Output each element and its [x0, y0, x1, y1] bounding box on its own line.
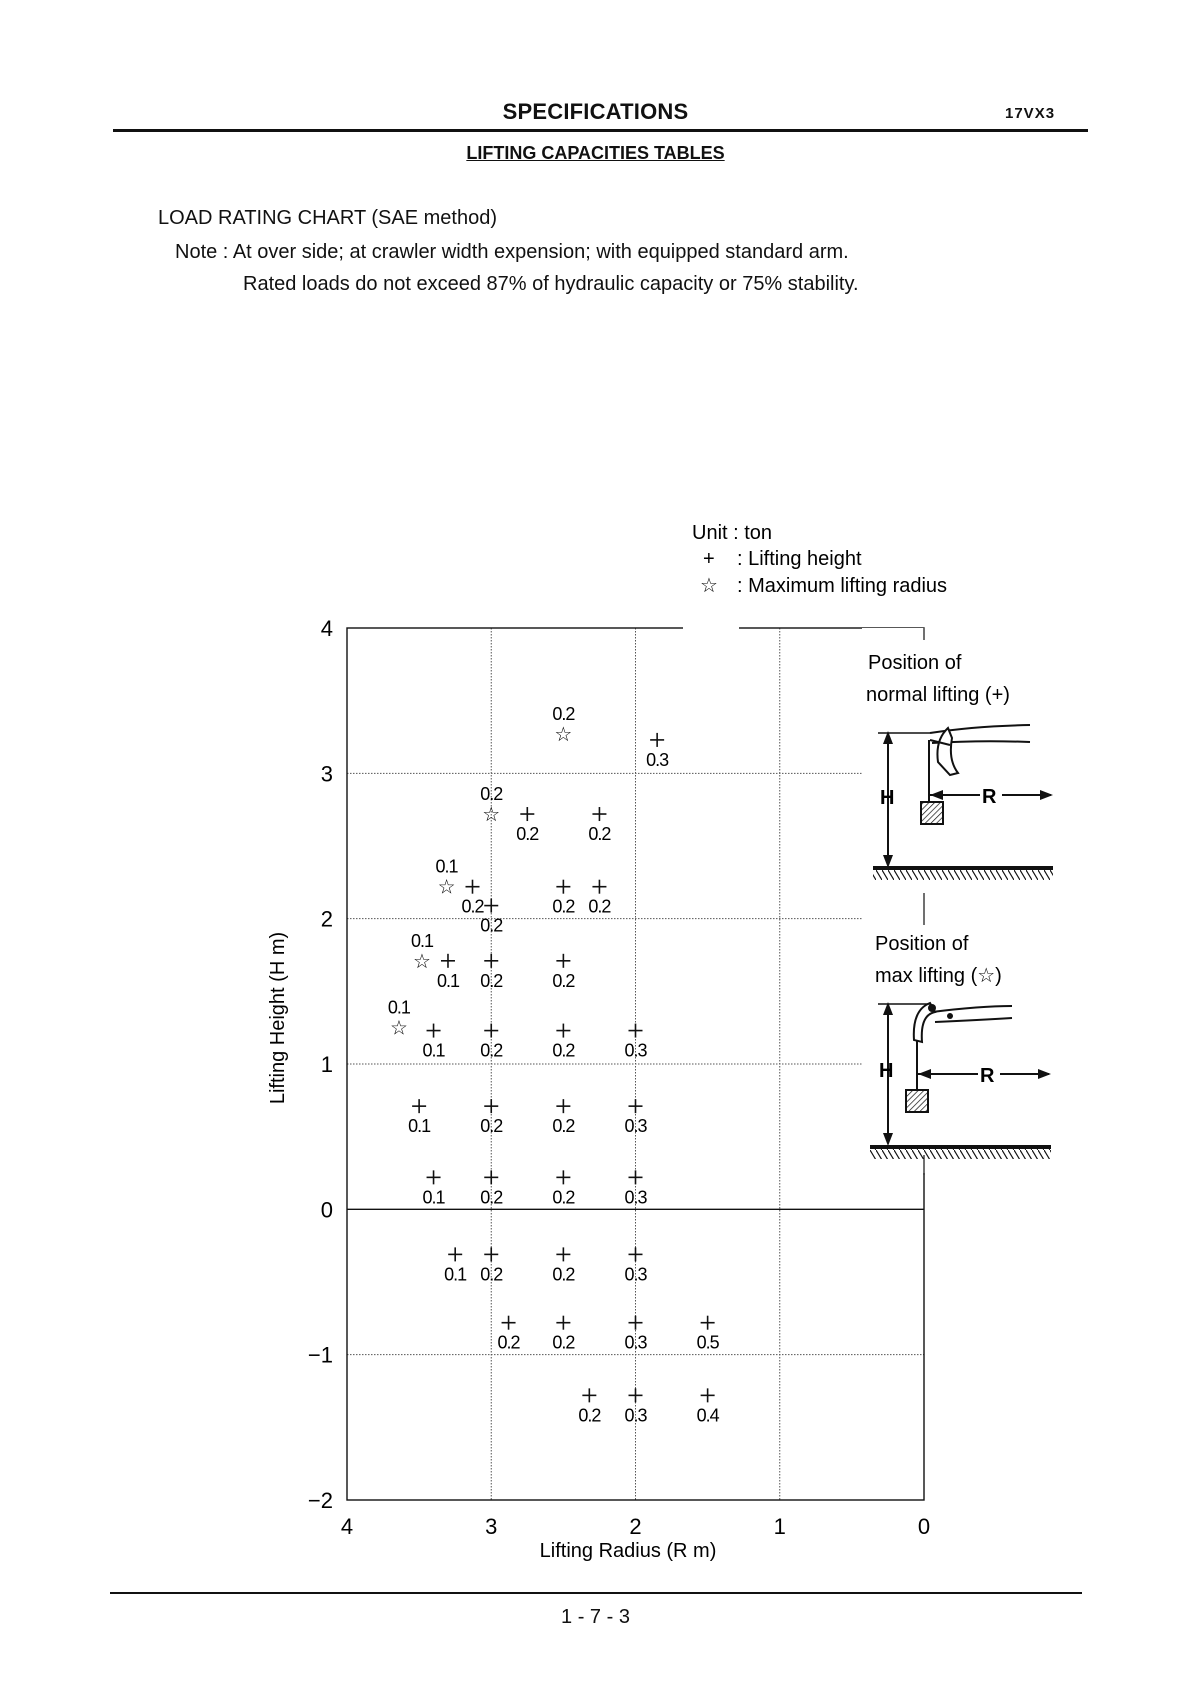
point-value-label: 0.2: [461, 896, 484, 917]
lifting-height-point: [552, 954, 575, 991]
point-value-label: 0.2: [480, 970, 503, 991]
page-header-title: SPECIFICATIONS: [502, 99, 689, 124]
model-code: 17VX3: [1005, 105, 1056, 122]
point-value-label: 0.2: [480, 784, 503, 805]
lifting-height-point: [461, 880, 484, 917]
point-value-label: 0.2: [552, 970, 575, 991]
point-value-label: 0.2: [588, 896, 611, 917]
lifting-height-point: [588, 807, 611, 844]
lifting-height-point: [480, 1170, 503, 1207]
lifting-height-point: [444, 1247, 467, 1284]
point-value-label: 0.1: [408, 1116, 431, 1137]
lifting-height-point: [578, 1388, 601, 1425]
point-value-label: 0.2: [516, 824, 539, 845]
diagram-normal-title-2: normal lifting (+): [866, 684, 1010, 706]
y-tick-label: 0: [320, 1197, 333, 1223]
legend-star-symbol: ☆: [700, 575, 718, 597]
point-value-label: 0.4: [696, 1405, 719, 1426]
point-value-label: 0.2: [578, 1405, 601, 1426]
y-tick-label: 3: [320, 761, 333, 787]
max-radius-point: [480, 784, 503, 826]
point-value-label: 0.1: [387, 997, 410, 1018]
legend-unit: Unit : ton: [692, 522, 773, 544]
max-radius-point: [388, 998, 411, 1040]
lifting-height-point: [646, 733, 669, 770]
diagram-max-r: R: [980, 1065, 995, 1087]
lifting-height-point: [498, 1316, 521, 1353]
lifting-height-point: [588, 880, 611, 917]
point-value-label: 0.1: [422, 1040, 445, 1061]
point-value-label: 0.1: [435, 856, 458, 877]
lifting-height-point: [480, 1099, 503, 1136]
lifting-height-point: [552, 1316, 575, 1353]
lifting-height-point: [624, 1099, 647, 1136]
point-value-label: 0.3: [646, 749, 669, 770]
lifting-height-point: [480, 954, 503, 991]
legend-plus-label: : Lifting height: [737, 548, 862, 570]
diagram-max-h: H: [879, 1060, 894, 1082]
note-line-1: Note : At over side; at crawler width expension; with equipped standard arm.: [175, 241, 849, 263]
star-marker: ☆: [554, 724, 573, 747]
diagram-normal-h: H: [880, 787, 895, 809]
lifting-height-point: [624, 1247, 647, 1284]
x-tick-label: 2: [629, 1514, 642, 1539]
lifting-height-point: [552, 1247, 575, 1284]
x-tick-label: 3: [485, 1514, 498, 1539]
point-value-label: 0.2: [480, 915, 503, 936]
lifting-height-point: [480, 1024, 503, 1061]
point-value-label: 0.2: [480, 1116, 503, 1137]
lifting-height-point: [516, 807, 539, 844]
lifting-height-point: [408, 1099, 431, 1136]
page-number: 1 - 7 - 3: [561, 1606, 630, 1628]
lifting-height-point: [697, 1316, 720, 1353]
note-line-2: Rated loads do not exceed 87% of hydraulic capacity or 75% stability.: [243, 273, 859, 295]
point-value-label: 0.1: [422, 1187, 445, 1208]
lifting-height-point: [437, 954, 460, 991]
x-tick-label: 4: [340, 1514, 354, 1539]
x-tick-label: 1: [773, 1514, 786, 1539]
lifting-height-point: [624, 1316, 647, 1353]
lifting-height-point: [423, 1024, 446, 1061]
diagram-max-title-1: Position of: [875, 933, 969, 955]
y-axis-label: Lifting Height (H m): [267, 931, 289, 1105]
lifting-height-point: [697, 1388, 720, 1425]
star-marker: ☆: [437, 876, 456, 899]
chart-legend: [692, 522, 947, 597]
y-tick-label: 1: [320, 1052, 333, 1077]
star-marker: ☆: [482, 804, 501, 827]
point-value-label: 0.2: [552, 1040, 575, 1061]
max-radius-point: [436, 857, 459, 899]
y-tick-label: 2: [320, 906, 333, 932]
legend-plus-symbol: +: [703, 548, 715, 570]
y-tick-label: −2: [307, 1488, 333, 1513]
frame-gap: [683, 622, 739, 632]
point-value-label: 0.2: [552, 896, 575, 917]
chart-name: LOAD RATING CHART (SAE method): [158, 207, 497, 229]
section-title: LIFTING CAPACITIES TABLES: [466, 143, 725, 163]
diagram-normal-title-1: Position of: [868, 652, 962, 674]
lifting-height-point: [624, 1388, 647, 1425]
lifting-height-point: [552, 1170, 575, 1207]
lifting-height-point: [624, 1170, 647, 1207]
diagram-normal-r: R: [982, 786, 997, 808]
point-value-label: 0.3: [624, 1332, 647, 1353]
star-marker: ☆: [413, 950, 431, 973]
x-axis-label: Lifting Radius (R m): [539, 1540, 717, 1562]
point-value-label: 0.2: [588, 824, 611, 845]
point-value-label: 0.2: [552, 1116, 575, 1137]
lifting-height-point: [552, 1099, 575, 1136]
diagram-max-title-2: max lifting (☆): [875, 965, 1002, 987]
lifting-height-point: [480, 899, 503, 936]
max-radius-point: [552, 704, 575, 746]
lifting-height-point: [552, 1024, 575, 1061]
point-value-label: 0.1: [436, 970, 459, 991]
point-value-label: 0.3: [624, 1187, 647, 1208]
point-value-label: 0.2: [552, 1332, 575, 1353]
diagram-panel: [862, 628, 1060, 1173]
y-tick-label: 4: [320, 616, 333, 641]
point-value-label: 0.3: [624, 1040, 647, 1061]
point-value-label: 0.1: [410, 930, 434, 951]
legend-star-label: : Maximum lifting radius: [737, 575, 948, 597]
point-value-label: 0.5: [696, 1332, 719, 1353]
lifting-height-point: [423, 1170, 446, 1207]
point-value-label: 0.3: [624, 1116, 647, 1137]
x-tick-label: 0: [917, 1514, 931, 1539]
point-value-label: 0.3: [624, 1405, 647, 1426]
star-marker: ☆: [389, 1017, 408, 1040]
point-value-label: 0.2: [552, 1264, 575, 1285]
point-value-label: 0.2: [480, 1264, 503, 1285]
point-value-label: 0.2: [480, 1040, 503, 1061]
chart-grid: [347, 628, 924, 1500]
lifting-height-point: [552, 880, 575, 917]
chart-marks: [388, 704, 720, 1425]
point-value-label: 0.1: [444, 1264, 467, 1285]
lifting-height-point: [480, 1247, 503, 1284]
point-value-label: 0.2: [497, 1332, 520, 1353]
lifting-height-point: [624, 1024, 647, 1061]
chart-axes: [308, 616, 930, 1539]
point-value-label: 0.2: [552, 1187, 575, 1208]
footer-divider: [110, 1592, 1082, 1594]
y-tick-label: −1: [307, 1342, 333, 1368]
point-value-label: 0.2: [552, 704, 575, 725]
max-radius-point: [411, 931, 434, 973]
point-value-label: 0.3: [624, 1264, 647, 1285]
point-value-label: 0.2: [480, 1187, 503, 1208]
